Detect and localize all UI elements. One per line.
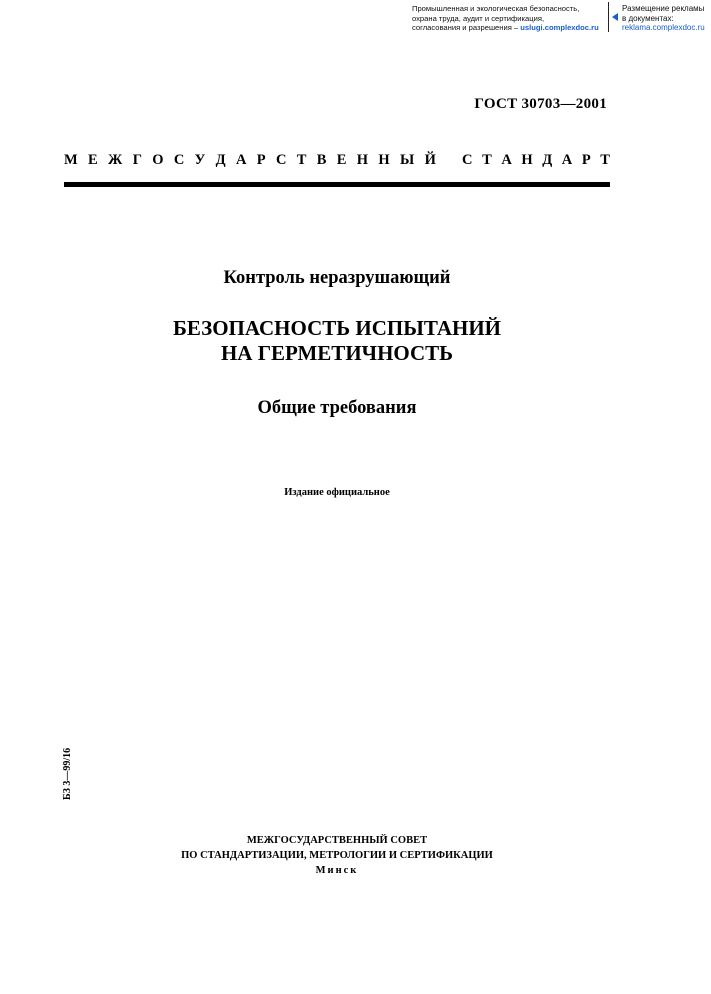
interstate-letter: Е xyxy=(336,152,347,168)
standard-letter: Т xyxy=(600,152,610,168)
interstate-letter: А xyxy=(235,152,247,168)
heading-rule xyxy=(64,182,610,187)
interstate-letter: Ж xyxy=(108,152,123,168)
interstate-standard-heading xyxy=(64,152,610,169)
interstate-letter: Р xyxy=(256,152,266,168)
official-edition-label: Издание официальное xyxy=(284,487,390,498)
standard-letter: Т xyxy=(482,152,492,168)
document-title-line-1: БЕЗОПАСНОСТЬ ИСПЫТАНИЙ xyxy=(172,316,501,340)
ad-advertising-link[interactable]: reklama.complexdoc.ru xyxy=(622,23,705,33)
document-subtitle: Общие требования xyxy=(257,398,417,418)
ad-left-line-3 xyxy=(412,23,607,33)
ad-right-line-1: Размещение рекламы xyxy=(622,4,705,13)
document-title xyxy=(0,316,674,366)
interstate-letter: Й xyxy=(424,152,436,168)
ad-left-line-3-prefix: согласования и разрешения – xyxy=(412,23,521,33)
interstate-letter: Т xyxy=(296,152,307,168)
catalog-code: БЗ 3—99/16 xyxy=(62,747,73,800)
standard-letter: Р xyxy=(581,152,591,168)
ad-services-link[interactable]: uslugi.complexdoc.ru xyxy=(520,23,599,33)
standard-letter: А xyxy=(501,152,512,168)
interstate-letter: М xyxy=(64,152,78,168)
standard-letter: А xyxy=(561,152,573,168)
standard-word xyxy=(462,152,610,169)
publication-city: Минск xyxy=(315,865,359,876)
ad-divider xyxy=(608,2,609,32)
publisher-line-2: ПО СТАНДАРТИЗАЦИИ, МЕТРОЛОГИИ И СЕРТИФИКАЦИИ xyxy=(181,850,493,861)
standard-letter: Н xyxy=(521,152,533,168)
standard-number: ГОСТ 30703—2001 xyxy=(474,96,607,112)
standard-letter: Д xyxy=(542,152,553,168)
interstate-letter: Г xyxy=(132,152,142,168)
interstate-letter: Н xyxy=(356,152,369,168)
document-title-line-2: НА ГЕРМЕТИЧНОСТЬ xyxy=(220,341,454,365)
interstate-letter: Н xyxy=(378,152,390,168)
interstate-letter: Ы xyxy=(400,152,415,168)
interstate-letter: В xyxy=(316,152,327,168)
interstate-word xyxy=(64,152,436,169)
ad-left-line-1: Промышленная и экологическая безопасность, xyxy=(412,4,580,13)
ad-right-line-2: в документах: xyxy=(622,13,674,23)
ad-left-block xyxy=(412,4,607,33)
interstate-letter: У xyxy=(194,152,206,168)
interstate-letter: С xyxy=(275,152,287,168)
document-category: Контроль неразрушающий xyxy=(223,268,451,288)
interstate-letter: Е xyxy=(88,152,98,168)
ad-left-line-2: охрана труда, аудит и сертификация, xyxy=(412,13,545,23)
standard-letter: С xyxy=(462,152,473,168)
interstate-letter: О xyxy=(152,152,164,168)
publisher-line-1: МЕЖГОСУДАРСТВЕННЫЙ СОВЕТ xyxy=(246,835,428,846)
ad-right-block xyxy=(622,4,710,33)
interstate-letter: Д xyxy=(215,152,226,168)
left-arrow-icon xyxy=(612,13,618,21)
interstate-letter: С xyxy=(173,152,185,168)
